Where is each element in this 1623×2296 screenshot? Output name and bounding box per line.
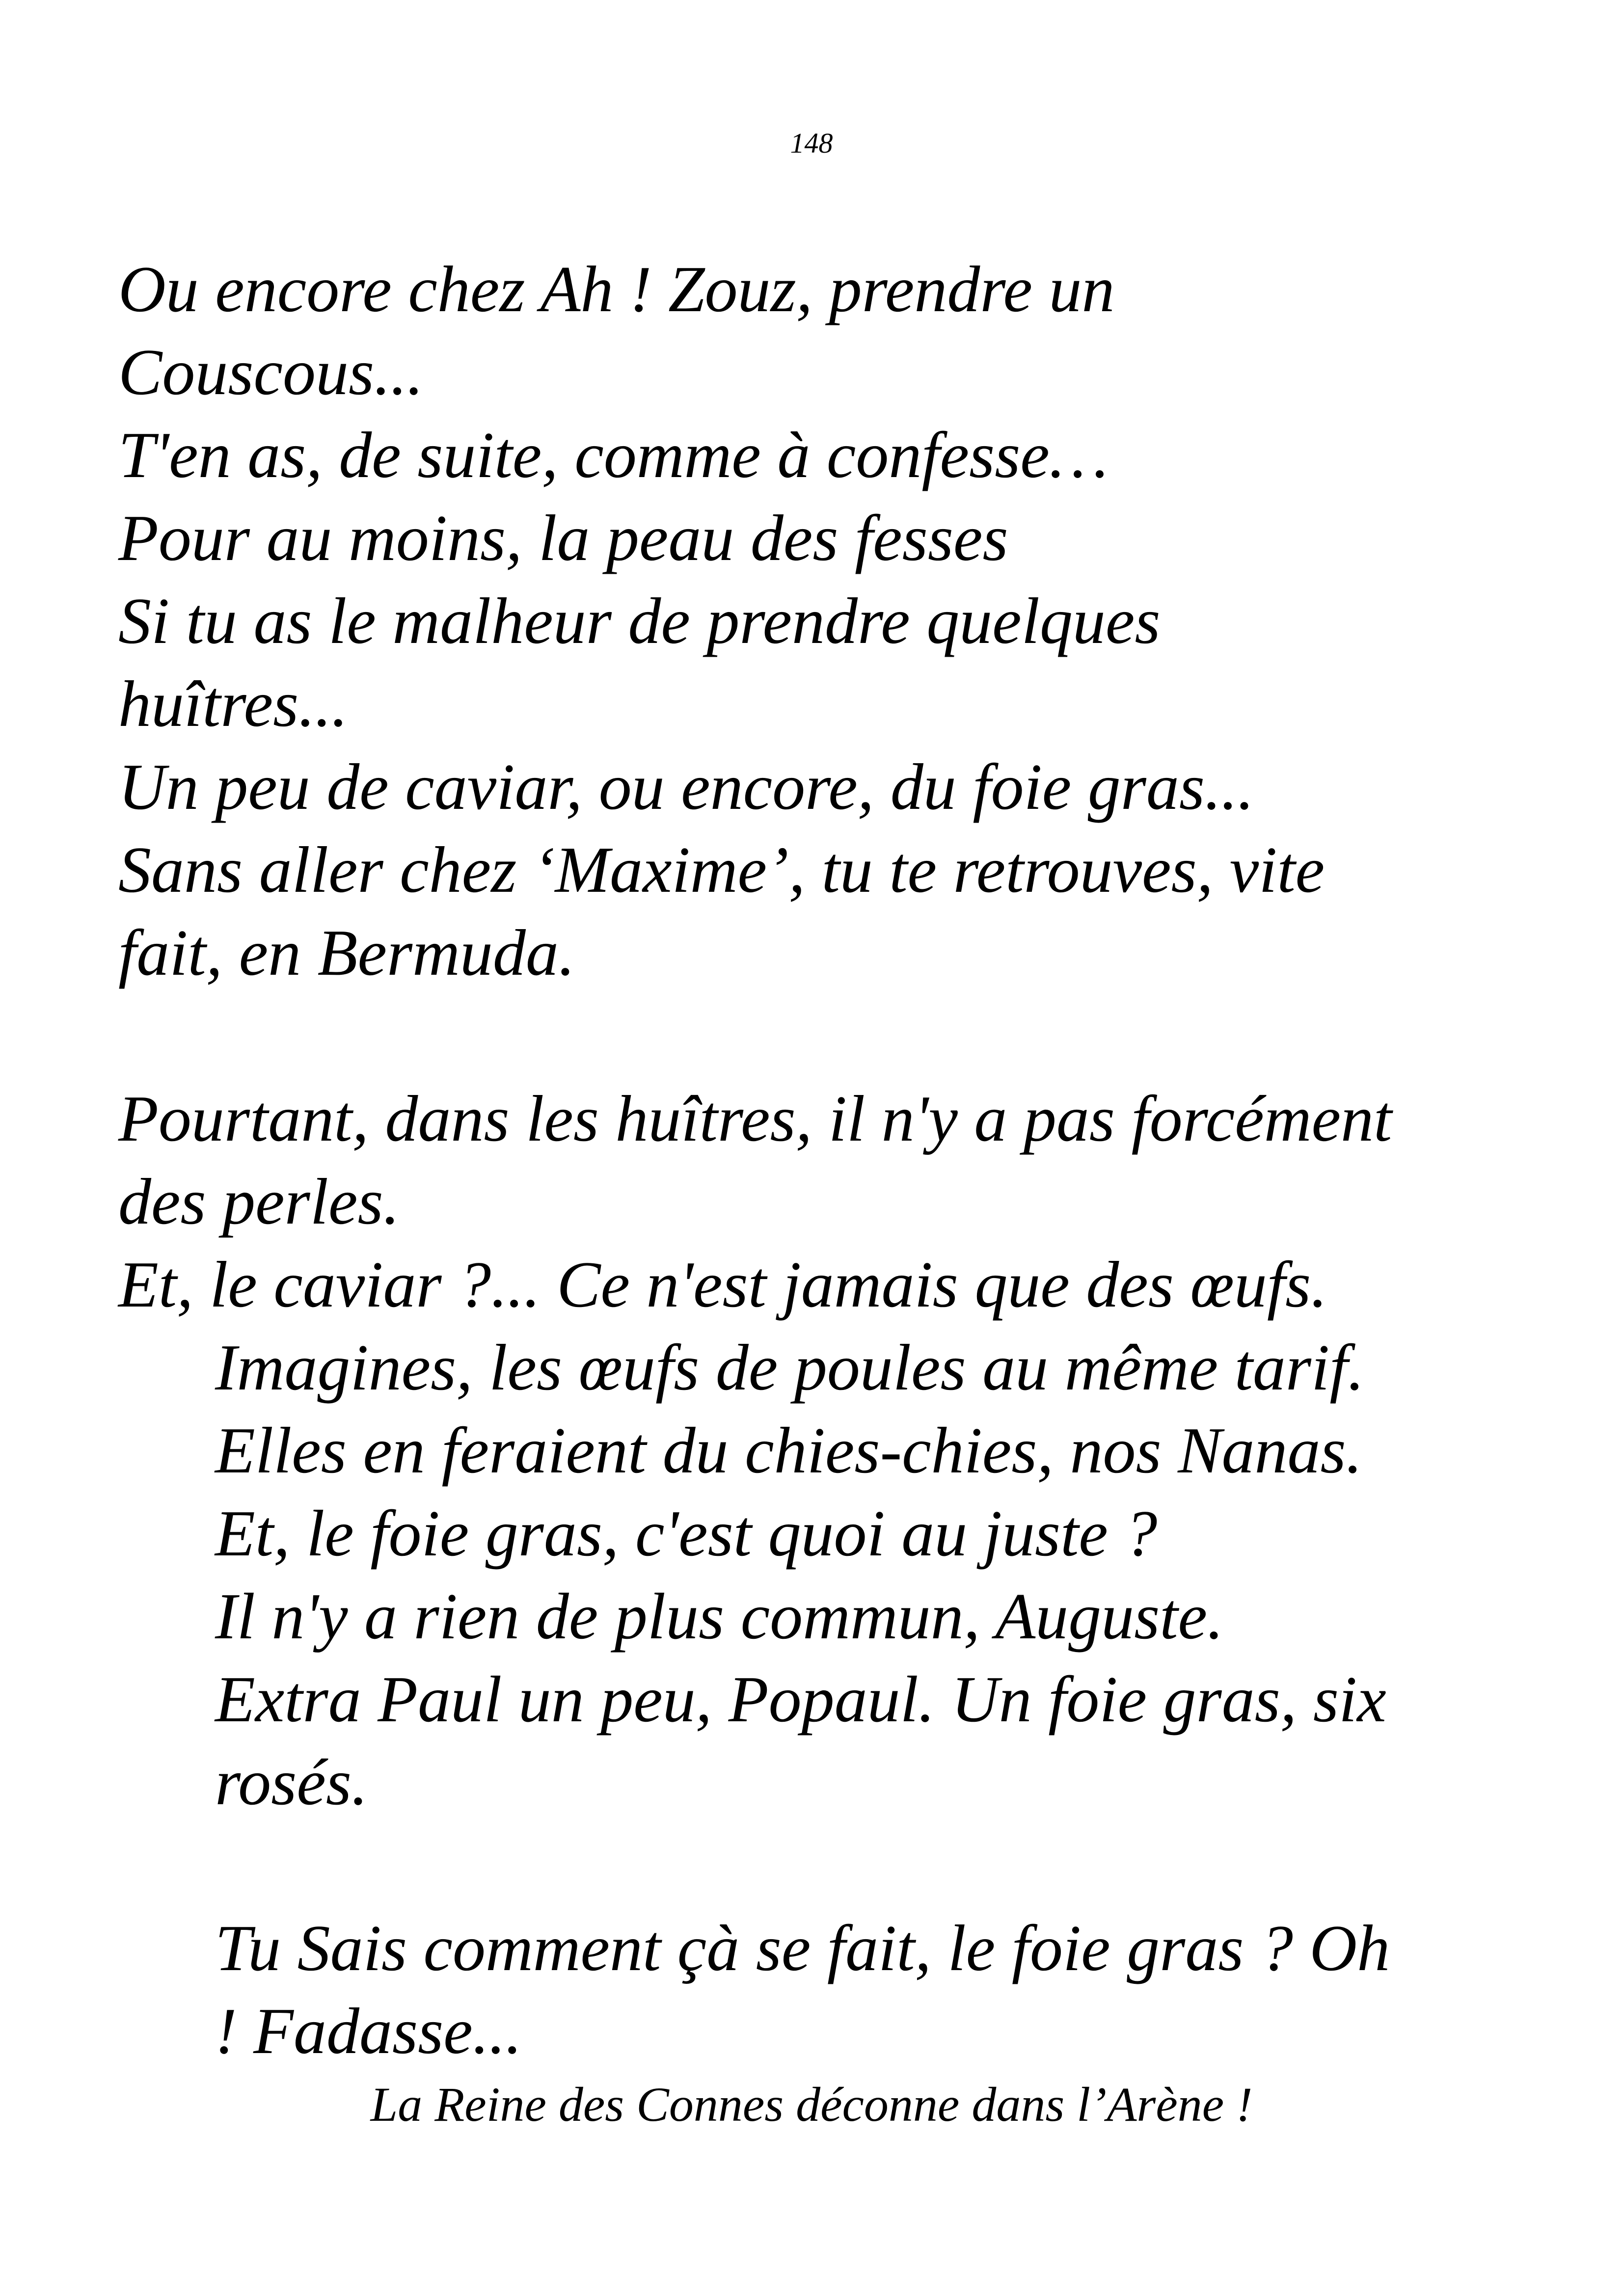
- stanza-break: [118, 1824, 1522, 1907]
- stanza-break: [118, 994, 1522, 1077]
- poem-line: Et, le caviar ?... Ce n'est jamais que des œufs.: [118, 1248, 1327, 1321]
- poem-line-indented: Imagines, les œufs de poules au même tarif.: [215, 1331, 1365, 1404]
- poem-line: Pour au moins, la peau des fesses: [118, 502, 1008, 574]
- poem-line: huîtres...: [118, 667, 348, 740]
- poem-line-indented: rosés.: [215, 1746, 368, 1818]
- poem-line: Couscous...: [118, 336, 424, 408]
- poem-line-indented: ! Fadasse...: [215, 1995, 522, 2067]
- running-footer: La Reine des Connes déconne dans l’Arène !: [370, 2077, 1253, 2132]
- poem-line: Si tu as le malheur de prendre quelques: [118, 585, 1161, 657]
- poem-line: Ou encore chez Ah ! Zouz, prendre un: [118, 253, 1115, 325]
- page-number: 148: [790, 127, 833, 159]
- poem-line-indented: Et, le foie gras, c'est quoi au juste ?: [215, 1497, 1158, 1570]
- poem-body: [118, 248, 1522, 2073]
- poem-line: Un peu de caviar, ou encore, du foie gras...: [118, 750, 1254, 823]
- poem-line-indented: Il n'y a rien de plus commun, Auguste.: [215, 1580, 1224, 1653]
- poem-line: des perles.: [118, 1165, 400, 1238]
- poem-line: fait, en Bermuda.: [118, 916, 575, 989]
- poem-line-indented: Elles en feraient du chies-chies, nos Nanas.: [215, 1414, 1363, 1487]
- poem-line: T'en as, de suite, comme à confesse…: [118, 419, 1108, 491]
- poem-line: Sans aller chez ‘Maxime’, tu te retrouves, vite: [118, 833, 1325, 906]
- poem-line-indented: Extra Paul un peu, Popaul. Un foie gras, six: [215, 1663, 1386, 1735]
- poem-line-indented: Tu Sais comment çà se fait, le foie gras ? Oh: [215, 1912, 1390, 1984]
- poem-line: Pourtant, dans les huîtres, il n'y a pas forcément: [118, 1082, 1392, 1155]
